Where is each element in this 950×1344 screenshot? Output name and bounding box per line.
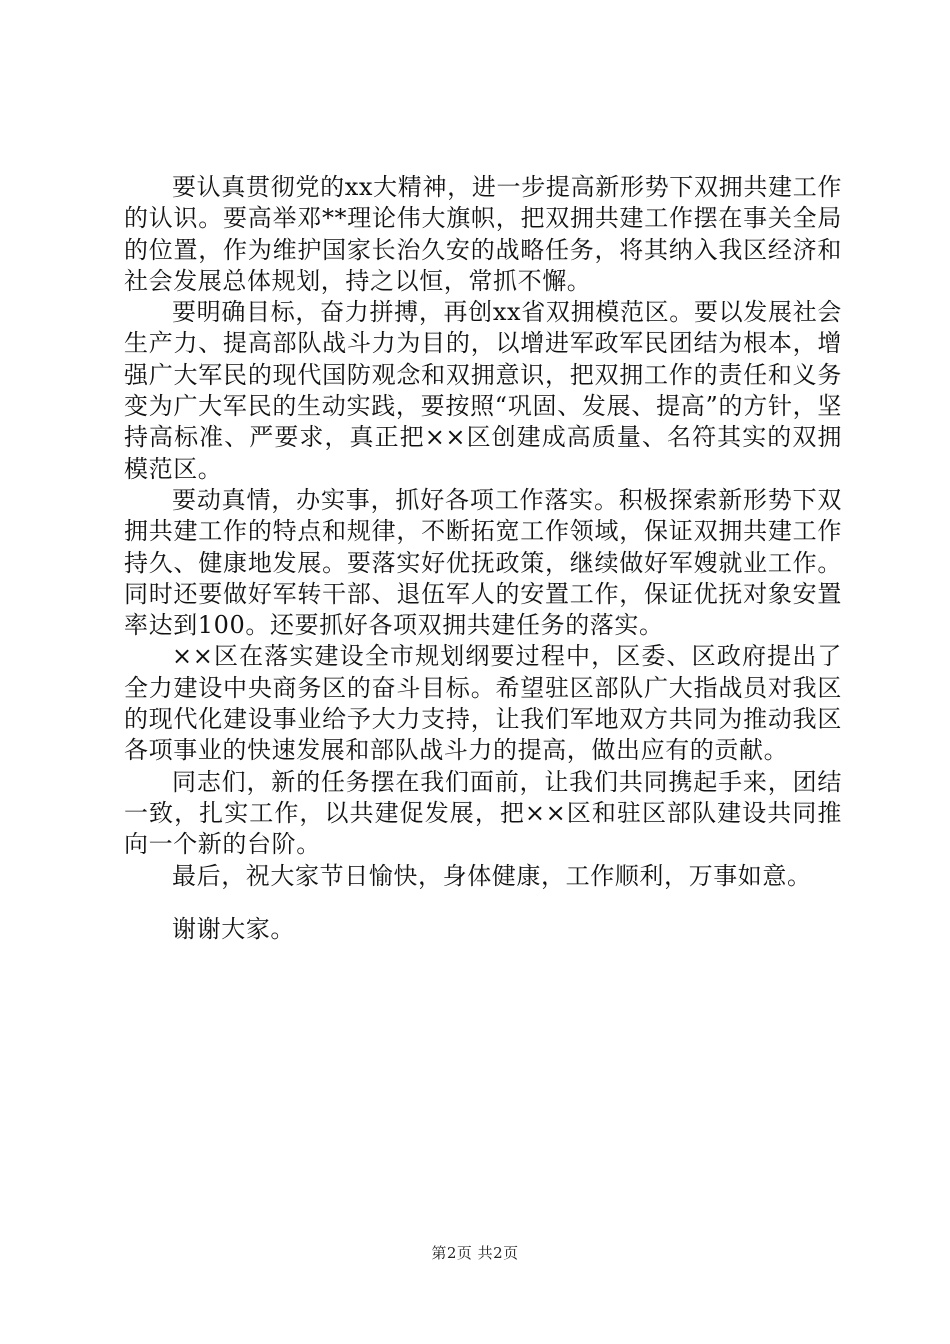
paragraph-1: 要认真贯彻党的xx大精神，进一步提高新形势下双拥共建工作的认识。要高举邓**理论伟大旗帜，把双拥共建工作摆在事关全局的位置，作为维护国家长治久安的战略任务，将其纳入我区经济和社会发展总体规划，持之以恒，常抓不懈。 [124, 173, 842, 295]
paragraph-6: 最后，祝大家节日愉快，身体健康，工作顺利，万事如意。 [172, 861, 812, 890]
paragraph-7: 谢谢大家。 [172, 914, 295, 943]
page-footer: 第2页 共2页 [431, 1244, 519, 1262]
paragraph-2: 要明确目标，奋力拼搏，再创xx省双拥模范区。要以发展社会生产力、提高部队战斗力为目的，以增进军政军民团结为根本，增强广大军民的现代国防观念和双拥意识，把双拥工作的责任和义务变为广大军民的生动实践，要按照“巩固、发展、提高”的方针，坚持高标准、严要求，真正把××区创建成高质量、名符其实的双拥模范区。 [124, 298, 842, 483]
paragraph-3: 要动真情，办实事，抓好各项工作落实。积极探索新形势下双拥共建工作的特点和规律，不断拓宽工作领域，保证双拥共建工作持久、健康地发展。要落实好优抚政策，继续做好军嫂就业工作。同时还要做好军转干部、退伍军人的安置工作，保证优抚对象安置率达到100。还要抓好各项双拥共建任务的落实。 [124, 485, 842, 640]
document-body [124, 172, 842, 945]
paragraph-5: 同志们，新的任务摆在我们面前，让我们共同携起手来，团结一致，扎实工作，以共建促发展，把××区和驻区部队建设共同推向一个新的台阶。 [124, 767, 842, 859]
paragraph-4: ××区在落实建设全市规划纲要过程中，区委、区政府提出了全力建设中央商务区的奋斗目标。希望驻区部队广大指战员对我区的现代化建设事业给予大力支持，让我们军地双方共同为推动我区各项事业的快速发展和部队战斗力的提高，做出应有的贡献。 [124, 642, 842, 765]
